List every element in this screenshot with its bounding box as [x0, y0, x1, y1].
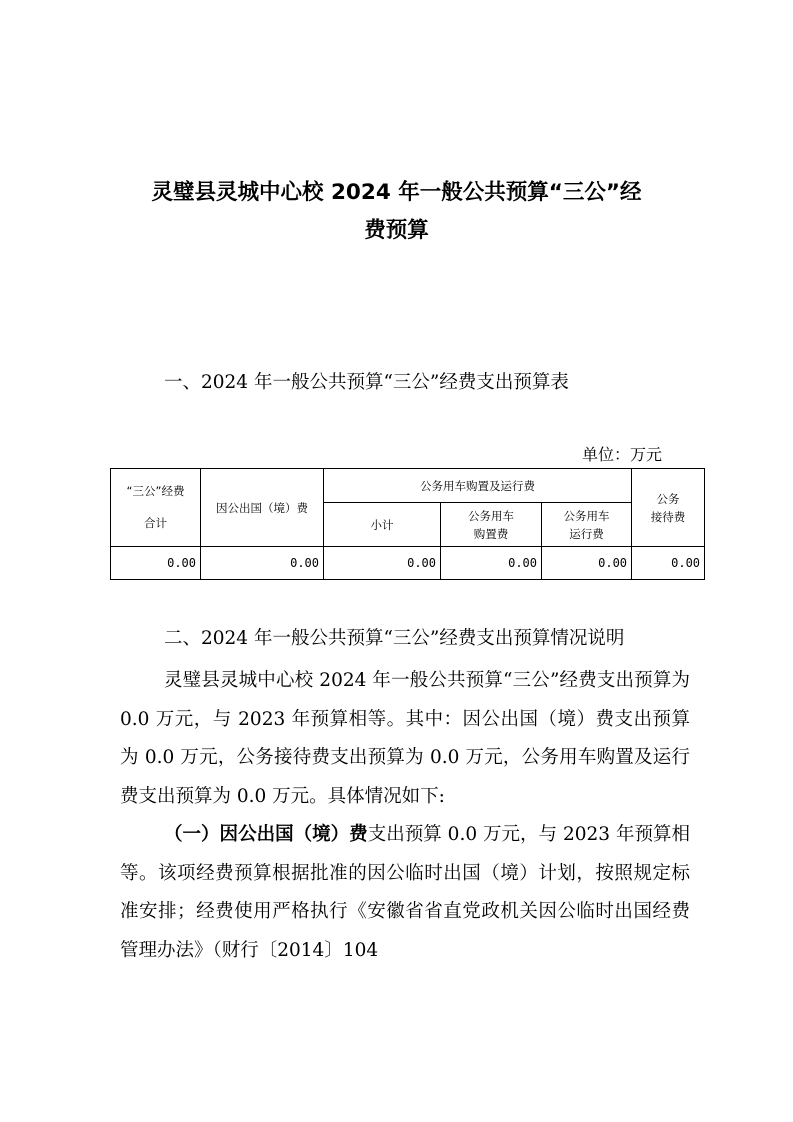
section-2-heading: 二、2024 年一般公共预算“三公”经费支出预算情况说明 [164, 628, 625, 649]
header-vehicle-operation-cell [542, 503, 632, 547]
header-vehicle-purchase-line-1: 公务用车 [468, 508, 514, 523]
header-reception-cell [632, 469, 705, 547]
paragraph-1: 灵璧县灵城中心校 2024 年一般公共预算“三公”经费支出预算为 0.0 万元，与 2023 年预算相等。其中：因公出国（境）费支出预算为 0.0 万元，公务接待费支出预算为 0.0 万元，公务用车购置及运行费支出预算为 0.0 万元。具体情况如下: [120, 670, 690, 807]
value-vehicle-purchase: 0.00 [441, 547, 542, 580]
unit-label: 单位：万元 [582, 445, 663, 464]
document-title-line-1: 灵璧县灵城中心校 2024 年一般公共预算“三公”经 [151, 180, 642, 205]
header-subtotal: 小计 [324, 503, 441, 547]
paragraph-2-lead: （一）因公出国（境）费 [164, 824, 368, 845]
header-vehicle-operation-line-2: 运行费 [569, 526, 604, 541]
value-reception: 0.00 [632, 547, 705, 580]
value-total: 0.00 [111, 547, 201, 580]
value-abroad: 0.00 [201, 547, 324, 580]
paragraph-2 [120, 816, 690, 970]
header-vehicle-purchase-line-2: 购置费 [473, 526, 509, 541]
header-vehicle-purchase-cell [441, 503, 542, 547]
header-abroad: 因公出国（境）费 [201, 469, 324, 547]
header-reception-line-2: 接待费 [650, 509, 686, 524]
section-1-heading: 一、2024 年一般公共预算“三公”经费支出预算表 [164, 372, 569, 393]
header-total-line-2: 合计 [144, 515, 167, 530]
header-total-line-1: “三公”经费 [126, 483, 185, 498]
header-vehicle-operation-line-1: 公务用车 [563, 508, 610, 523]
paragraph-2-text: 支出预算 0.0 万元，与 2023 年预算相等。该项经费预算根据批准的因公临时出国（境）计划，按照规定标准安排；经费使用严格执行《安徽省省直党政机关因公临时出国经费管理办法》（财行〔2014〕104 [120, 824, 690, 961]
table-row [111, 547, 705, 580]
document-title-line-2: 费预算 [364, 218, 429, 243]
value-subtotal: 0.00 [324, 547, 441, 580]
header-vehicle-group: 公务用车购置及运行费 [324, 469, 632, 503]
body-text [120, 662, 690, 970]
header-reception-line-1: 公务 [656, 491, 680, 506]
header-total-cell [111, 469, 201, 547]
three-public-expenses-table [110, 468, 705, 580]
value-vehicle-operation: 0.00 [542, 547, 632, 580]
